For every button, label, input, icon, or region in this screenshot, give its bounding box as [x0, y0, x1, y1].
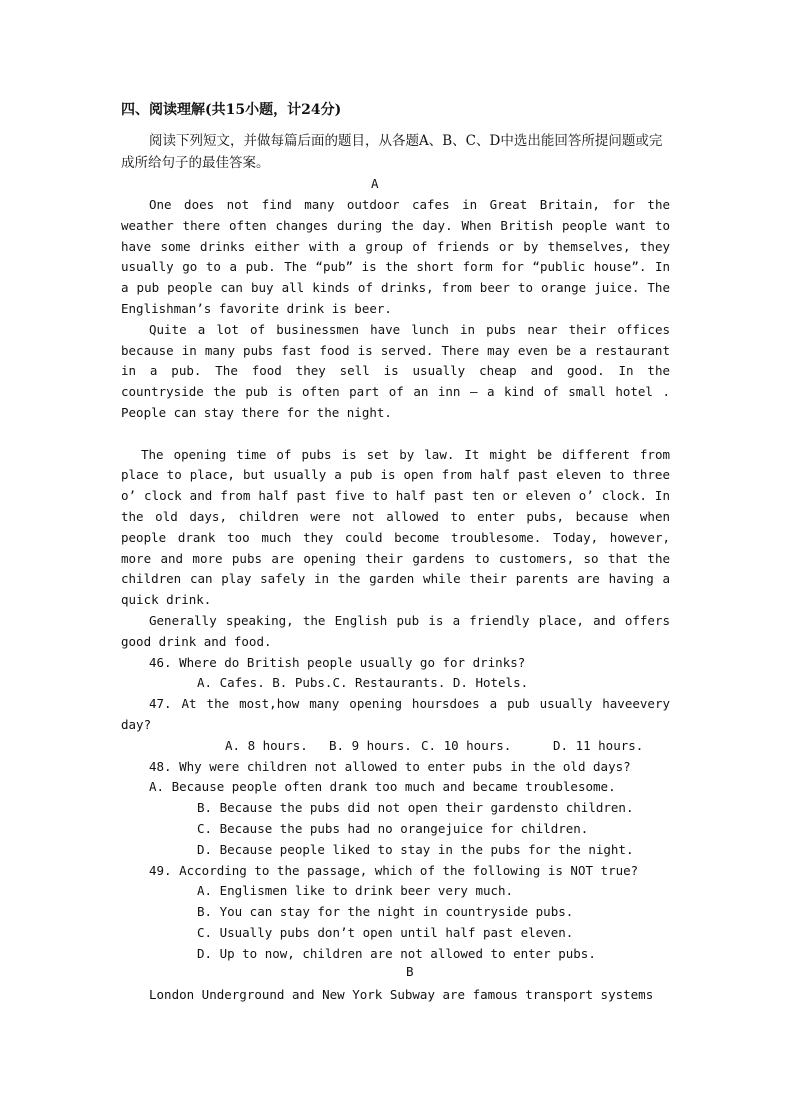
question-47-option-a: A. 8 hours.	[225, 737, 308, 753]
question-49-option-d: D. Up to now, children are not allowed to enter pubs.	[197, 945, 596, 961]
passage-a-paragraph: The opening time of pubs is set by law. It might be different from place to place, but usually a pub is open from half past eleven to three o’ clock and from half past five to half past ten or eleven o’ clock. In the old days, children were not allowed to enter pubs, because when people drank too much they could become troublesome. Today, however, more and more pubs are opening their gardens to customers, so that the children can play safely in the garden while their parents are having a quick drink.	[121, 446, 670, 608]
passage-a-paragraph: One does not find many outdoor cafes in Great Britain, for the weather there often changes during the day. When British people want to have some drinks either with a group of friends or by themselves, they usually go to a pub. The “pub” is the short form for “public house”. In a pub people can buy all kinds of drinks, from beer to orange juice. The Englishman’s favorite drink is beer.	[121, 197, 670, 316]
question-48-option-b: B. Because the pubs did not open their gardensto children.	[197, 800, 634, 816]
passage-a-paragraph: Generally speaking, the English pub is a friendly place, and offers good drink and food.	[121, 612, 670, 649]
question-46-options: A. Cafes. B. Pubs.C. Restaurants. D. Hotels.	[197, 675, 529, 691]
passage-b	[121, 985, 670, 1006]
passage-b-first-line: London Underground and New York Subway are famous transport systems	[149, 987, 654, 1002]
passage-a-label: A	[371, 176, 379, 191]
passage-a	[121, 195, 670, 964]
question-48-option-c: C. Because the pubs had no orangejuice for children.	[197, 820, 589, 836]
question-47-options	[121, 736, 670, 757]
question-48-option-d: D. Because people liked to stay in the pubs for the night.	[197, 841, 634, 857]
question-47-option-b: B. 9 hours.	[329, 737, 412, 753]
question-47-option-c: C. 10 hours.	[421, 737, 512, 753]
section-heading: 四、阅读理解(共15小题，计24分)	[121, 102, 342, 118]
passage-a-paragraph: Quite a lot of businessmen have lunch in pubs near their offices because in many pubs fast food is served. There may even be a restaurant in a pub. The food they sell is usually cheap and good. In the countryside the pub is often part of an inn – a kind of small hotel . People can stay there for the night.	[121, 321, 670, 420]
question-46-stem: 46. Where do British people usually go for drinks?	[149, 654, 526, 670]
question-47-stem: 47. At the most,how many opening hoursdoes a pub usually haveevery day?	[121, 696, 670, 732]
question-49-option-c: C. Usually pubs don’t open until half past eleven.	[197, 924, 574, 940]
question-49-option-b: B. You can stay for the night in countryside pubs.	[197, 904, 574, 920]
question-49-stem: 49. According to the passage, which of the following is NOT true?	[149, 862, 639, 878]
question-49-option-a: A. Englismen like to drink beer very much.	[197, 883, 514, 899]
question-47-option-d: D. 11 hours.	[553, 737, 644, 753]
passage-b-label: B	[406, 964, 414, 979]
instructions: 阅读下列短文，并做每篇后面的题目，从各题A、B、C、D中选出能回答所提问题或完成所给句子的最佳答案。	[121, 133, 663, 171]
question-48-stem: 48. Why were children not allowed to enter pubs in the old days?	[149, 758, 631, 774]
question-48-option-a: A. Because people often drank too much and became troublesome.	[149, 779, 616, 795]
